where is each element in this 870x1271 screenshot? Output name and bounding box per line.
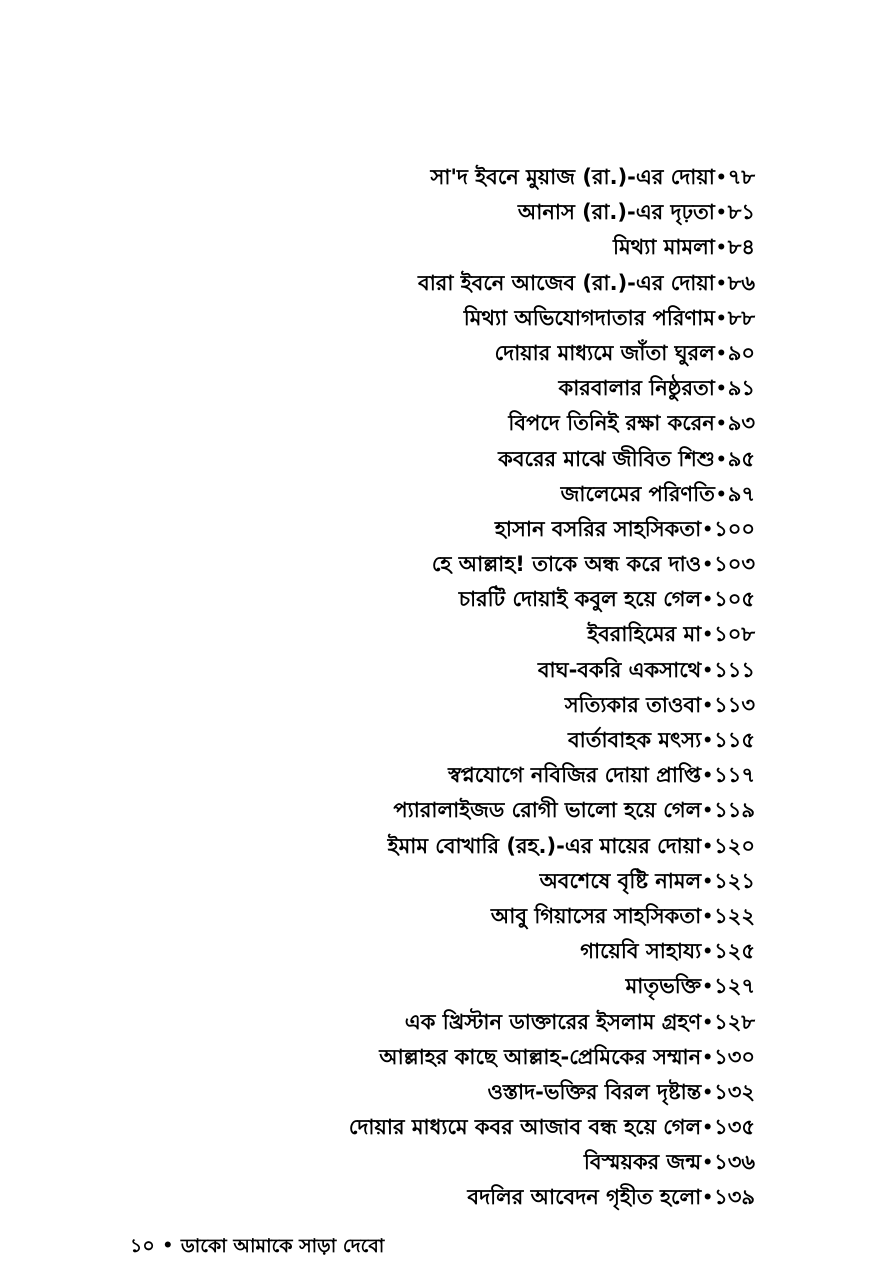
toc-entry-page-number: ১২১ xyxy=(714,868,755,893)
toc-entry-page-number: ১১৭ xyxy=(714,763,755,788)
toc-entry-title: হাসান বসরির সাহসিকতা xyxy=(494,516,702,541)
toc-entry-page-number: ১১৩ xyxy=(714,692,755,717)
toc-entry xyxy=(155,547,755,582)
toc-bullet: • xyxy=(702,836,714,857)
toc-bullet: • xyxy=(702,1047,714,1068)
toc-entry-title: জালেমের পরিণতি xyxy=(560,481,715,506)
toc-entry-title: কবরের মাঝে জীবিত শিশু xyxy=(498,446,715,471)
toc-entry xyxy=(155,793,755,828)
toc-bullet: • xyxy=(715,343,727,364)
toc-entry-title: মাতৃভক্তি xyxy=(625,974,702,999)
toc-bullet: • xyxy=(702,766,714,787)
toc-bullet: • xyxy=(702,660,714,681)
toc-entry xyxy=(155,1040,755,1075)
toc-entry-page-number: ১০০ xyxy=(714,516,755,541)
toc-bullet: • xyxy=(702,1118,714,1139)
footer-book-title: ডাকো আমাকে সাড়া দেবো xyxy=(180,1235,385,1257)
toc-entry-page-number: ১০৮ xyxy=(714,622,755,647)
toc-entry xyxy=(155,653,755,688)
toc-entry-page-number: ১২৮ xyxy=(714,1009,755,1034)
toc-entry xyxy=(155,1180,755,1215)
toc-entry xyxy=(155,864,755,899)
toc-entry-title: বিপদে তিনিই রক্ষা করেন xyxy=(508,411,715,436)
toc-entry-title: বদলির আবেদন গৃহীত হলো xyxy=(467,1185,702,1210)
toc-entry-page-number: ৯১ xyxy=(727,376,755,401)
toc-bullet: • xyxy=(715,414,727,435)
toc-entry xyxy=(155,301,755,336)
toc-entry xyxy=(155,477,755,512)
toc-entry xyxy=(155,266,755,301)
toc-entry-title: দোয়ার মাধ্যমে জাঁতা ঘুরল xyxy=(494,340,715,365)
toc-entry-page-number: ৮৬ xyxy=(727,270,755,295)
toc-entry-title: আনাস (রা.)-এর দৃঢ়তা xyxy=(517,200,715,225)
toc-entry-title: গায়েবি সাহায্য xyxy=(580,939,702,964)
toc-bullet: • xyxy=(702,590,714,611)
toc-entry xyxy=(155,512,755,547)
toc-entry-title: কারবালার নিষ্ঠুরতা xyxy=(558,376,715,401)
toc-bullet: • xyxy=(702,695,714,716)
toc-entry-title: বারা ইবনে আজেব (রা.)-এর দোয়া xyxy=(418,270,715,295)
toc-entry xyxy=(155,969,755,1004)
toc-entry-page-number: ৭৮ xyxy=(727,165,755,189)
toc-entry-page-number: ১৩০ xyxy=(714,1044,755,1069)
toc-entry xyxy=(155,934,755,969)
toc-bullet: • xyxy=(702,555,714,576)
toc-entry xyxy=(155,160,755,195)
toc-entry-page-number: ৯৫ xyxy=(727,446,755,471)
toc-bullet: • xyxy=(702,942,714,963)
toc-entry-page-number: ১৩৬ xyxy=(714,1150,755,1175)
toc-entry-page-number: ১২৭ xyxy=(714,974,755,999)
toc-entry xyxy=(155,1145,755,1180)
toc-entry xyxy=(155,371,755,406)
table-of-contents xyxy=(155,160,755,1216)
toc-entry-title: সা'দ ইবনে মুয়াজ (রা.)-এর দোয়া xyxy=(430,165,715,189)
toc-entry xyxy=(155,1075,755,1110)
page-footer xyxy=(130,1232,384,1264)
toc-entry xyxy=(155,758,755,793)
toc-bullet: • xyxy=(715,308,727,329)
toc-entry-page-number: ১১৫ xyxy=(714,728,755,752)
toc-entry xyxy=(155,1110,755,1145)
toc-entry-page-number: ৯০ xyxy=(727,340,755,365)
footer-bullet: • xyxy=(162,1236,174,1256)
toc-entry-title: ওস্তাদ-ভক্তির বিরল দৃষ্টান্ত xyxy=(487,1079,702,1104)
toc-entry-title: মিথ্যা মামলা xyxy=(612,235,715,260)
toc-entry-title: বিস্ময়কর জন্ম xyxy=(583,1150,702,1175)
toc-entry-title: স্বপ্নযোগে নবিজির দোয়া প্রাপ্তি xyxy=(448,763,702,788)
toc-entry-page-number: ১৩৯ xyxy=(714,1185,755,1210)
toc-entry-title: আল্লাহর কাছে আল্লাহ-প্রেমিকের সম্মান xyxy=(379,1044,702,1069)
toc-entry-title: বাঘ-বকরি একসাথে xyxy=(537,657,702,682)
toc-entry-page-number: ১৩৫ xyxy=(714,1115,755,1140)
toc-entry-title: অবশেষে বৃষ্টি নামল xyxy=(539,868,702,893)
footer-page-number: ১০ xyxy=(130,1235,155,1257)
toc-entry-page-number: ১০৫ xyxy=(714,587,755,612)
toc-entry-page-number: ৯৩ xyxy=(727,411,755,436)
toc-entry-title: হে আল্লাহ! তাকে অন্ধ করে দাও xyxy=(431,552,702,577)
toc-entry-page-number: ১১১ xyxy=(714,657,755,682)
toc-bullet: • xyxy=(702,731,714,751)
toc-entry-page-number: ৮১ xyxy=(727,200,755,225)
toc-entry-page-number: ১২০ xyxy=(714,833,755,858)
toc-entry-page-number: ১০৩ xyxy=(714,552,755,577)
toc-entry xyxy=(155,829,755,864)
toc-entry-title: প্যারালাইজড রোগী ভালো হয়ে গেল xyxy=(393,798,702,823)
toc-bullet: • xyxy=(715,484,727,505)
toc-bullet: • xyxy=(715,203,727,224)
toc-bullet: • xyxy=(702,801,714,822)
toc-entry-title: আবু গিয়াসের সাহসিকতা xyxy=(490,903,702,928)
toc-bullet: • xyxy=(715,238,727,259)
toc-entry xyxy=(155,688,755,723)
toc-bullet: • xyxy=(702,1188,714,1209)
toc-entry-title: চারটি দোয়াই কবুল হয়ে গেল xyxy=(458,587,702,612)
toc-entry xyxy=(155,336,755,371)
toc-bullet: • xyxy=(715,379,727,400)
toc-entry-page-number: ৮৮ xyxy=(727,305,755,330)
toc-entry xyxy=(155,899,755,934)
toc-entry-page-number: ১২৫ xyxy=(714,939,755,964)
toc-entry-page-number: ১২২ xyxy=(714,903,755,928)
toc-entry-page-number: ১১৯ xyxy=(714,798,755,823)
toc-entry xyxy=(155,1005,755,1040)
toc-bullet: • xyxy=(702,977,714,998)
toc-bullet: • xyxy=(702,1012,714,1033)
toc-entry xyxy=(155,582,755,617)
toc-entry-page-number: ৮৪ xyxy=(727,235,755,260)
toc-bullet: • xyxy=(715,168,727,188)
toc-bullet: • xyxy=(702,871,714,892)
toc-entry xyxy=(155,195,755,230)
toc-entry-title: দোয়ার মাধ্যমে কবর আজাব বন্ধ হয়ে গেল xyxy=(348,1115,702,1140)
toc-entry xyxy=(155,723,755,758)
toc-bullet: • xyxy=(702,519,714,540)
toc-entry xyxy=(155,230,755,265)
toc-entry-page-number: ৯৭ xyxy=(727,481,755,506)
toc-entry-title: এক খ্রিস্টান ডাক্তারের ইসলাম গ্রহণ xyxy=(404,1009,702,1034)
toc-bullet: • xyxy=(702,625,714,646)
toc-bullet: • xyxy=(702,1082,714,1103)
toc-entry-page-number: ১৩২ xyxy=(714,1079,755,1104)
toc-entry-title: সত্যিকার তাওবা xyxy=(564,692,702,717)
toc-entry-title: বার্তাবাহক মৎস্য xyxy=(567,728,702,752)
toc-entry-title: ইবরাহিমের মা xyxy=(587,622,702,647)
toc-bullet: • xyxy=(702,906,714,927)
toc-entry-title: মিথ্যা অভিযোগদাতার পরিণাম xyxy=(463,305,715,330)
toc-entry xyxy=(155,406,755,441)
toc-bullet: • xyxy=(715,449,727,470)
toc-entry xyxy=(155,442,755,477)
toc-bullet: • xyxy=(715,273,727,294)
toc-bullet: • xyxy=(702,1153,714,1174)
toc-entry xyxy=(155,617,755,652)
toc-entry-title: ইমাম বোখারি (রহ.)-এর মায়ের দোয়া xyxy=(387,833,702,858)
